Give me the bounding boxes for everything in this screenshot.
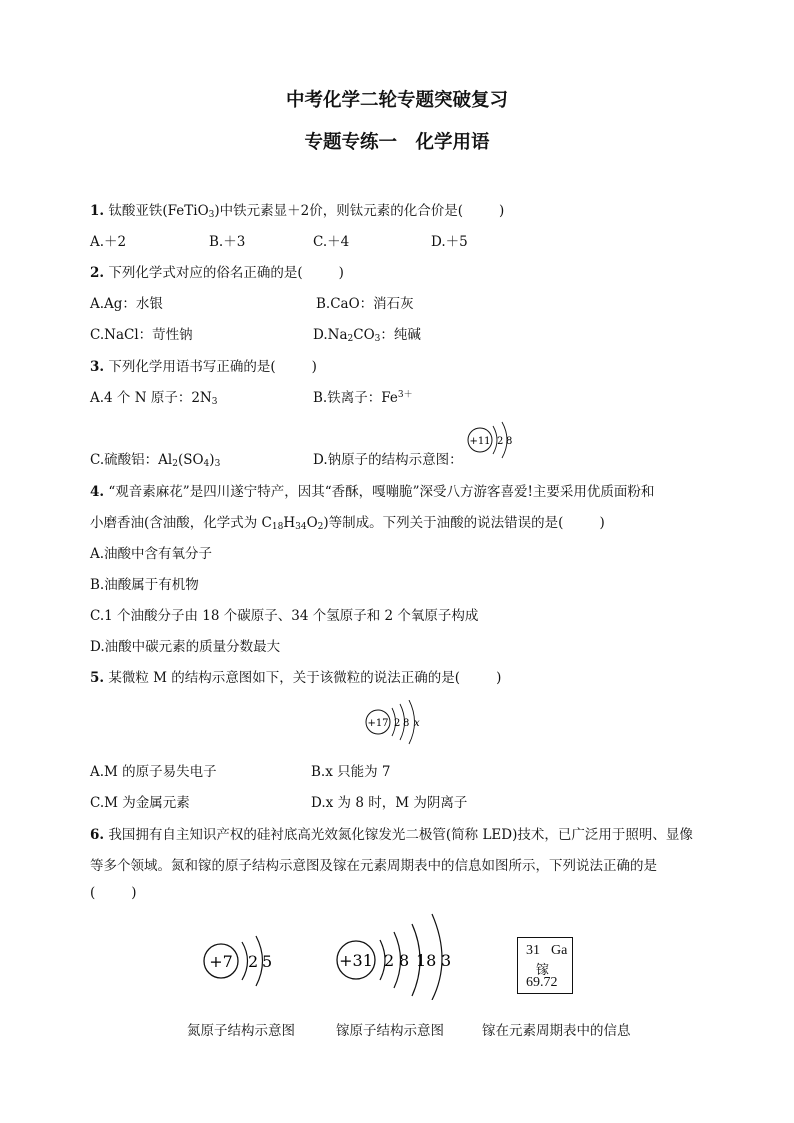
nucleus-charge: +7	[209, 952, 233, 971]
nucleus-charge: +11	[469, 436, 491, 447]
question-6-stem-line3: ( )	[90, 885, 137, 901]
option-c: C.NaCl：苛性钠	[90, 327, 193, 343]
shell-electrons: 18	[416, 951, 437, 970]
option-b: B.铁离子：$Fe^{3+}$	[313, 390, 413, 406]
gallium-atom-diagram	[334, 912, 460, 1000]
shell-electrons: 8	[506, 436, 513, 447]
gallium-periodic-cell	[517, 937, 573, 994]
question-1-stem: 1. 钛酸亚铁(FeTiO$_3$)中铁元素显＋2价，则钛元素的化合价是( )	[90, 203, 505, 220]
option-a: A.4 个 N 原子：$2N_3$	[90, 390, 218, 407]
element-symbol: Ga	[551, 943, 568, 958]
option-c: C.＋4	[313, 234, 350, 250]
option-a: A.＋2	[90, 234, 127, 250]
option-d: D.钠原子的结构示意图：	[313, 452, 463, 468]
option-d: D.＋5	[431, 234, 468, 250]
question-3-stem: 3. 下列化学用语书写正确的是( )	[90, 359, 317, 375]
gallium-cell-caption: 镓在元素周期表中的信息	[482, 1023, 631, 1039]
shell-electrons: 2	[497, 436, 504, 447]
question-number: 1.	[90, 203, 105, 219]
shell-electrons: 8	[403, 718, 410, 729]
option-b: B.＋3	[209, 234, 246, 250]
option-a: A.Ag：水银	[90, 296, 163, 312]
shell-electrons: x	[414, 718, 420, 729]
atomic-mass: 69.72	[526, 975, 558, 990]
option-d: D.油酸中碳元素的质量分数最大	[90, 639, 281, 655]
question-5-stem: 5. 某微粒 M 的结构示意图如下，关于该微粒的说法正确的是( )	[90, 670, 502, 686]
option-b: B.CaO：消石灰	[316, 296, 414, 312]
question-6-stem-line2: 等多个领域。氮和镓的原子结构示意图及镓在元素周期表中的信息如图所示，下列说法正确的是	[90, 858, 657, 874]
option-c: C.M 为金属元素	[90, 795, 190, 811]
shell-electrons: 2	[248, 952, 259, 971]
option-c: C.1 个油酸分子由 18 个碳原子、34 个氢原子和 2 个氧原子构成	[90, 608, 479, 624]
question-4-stem: 4. “观音素麻花”是四川遂宁特产，因其“香酥，嘎嘣脆”深受八方游客喜爱!主要采用优质面粉和	[90, 484, 655, 500]
page-title: 中考化学二轮专题突破复习	[285, 90, 508, 111]
option-b: B.x 只能为 7	[311, 764, 391, 780]
shell-electrons: 2	[394, 718, 401, 729]
element-name: 镓	[536, 963, 550, 978]
particle-m-diagram	[363, 700, 435, 748]
option-a: A.油酸中含有氧分子	[90, 546, 213, 562]
gallium-diagram-caption: 镓原子结构示意图	[336, 1023, 444, 1039]
option-c: C.硫酸铝：$Al_2(SO_4)_3$	[90, 452, 221, 469]
question-6-stem: 6. 我国拥有自主知识产权的硅衬底高光效氮化镓发光二极管(简称 LED)技术，已广泛用于照明、显像	[90, 827, 693, 843]
shell-electrons: 5	[262, 952, 273, 971]
option-d: $D.Na_2CO_3$：纯碱	[313, 327, 421, 344]
question-2-stem: 2. 下列化学式对应的俗名正确的是( )	[90, 265, 344, 281]
page-subtitle: 专题专练一 化学用语	[304, 132, 490, 153]
nucleus-charge: +17	[367, 718, 389, 729]
nitrogen-diagram-caption: 氮原子结构示意图	[187, 1023, 295, 1039]
sodium-atom-diagram	[464, 420, 528, 464]
option-a: A.M 的原子易失电子	[90, 764, 217, 780]
shell-electrons: 2	[384, 951, 395, 970]
shell-electrons: 3	[441, 951, 452, 970]
question-4-stem-line2: 小磨香油(含油酸，化学式为 $C_{18}H_{34}O_2$)等制成。下列关于油酸的说法错误的是( )	[90, 515, 605, 532]
shell-electrons: 8	[399, 951, 410, 970]
nitrogen-atom-diagram	[202, 932, 286, 992]
atomic-number: 31	[526, 943, 540, 958]
option-d: D.x 为 8 时，M 为阴离子	[311, 795, 468, 811]
nucleus-charge: +31	[339, 951, 373, 970]
option-b: B.油酸属于有机物	[90, 577, 199, 593]
